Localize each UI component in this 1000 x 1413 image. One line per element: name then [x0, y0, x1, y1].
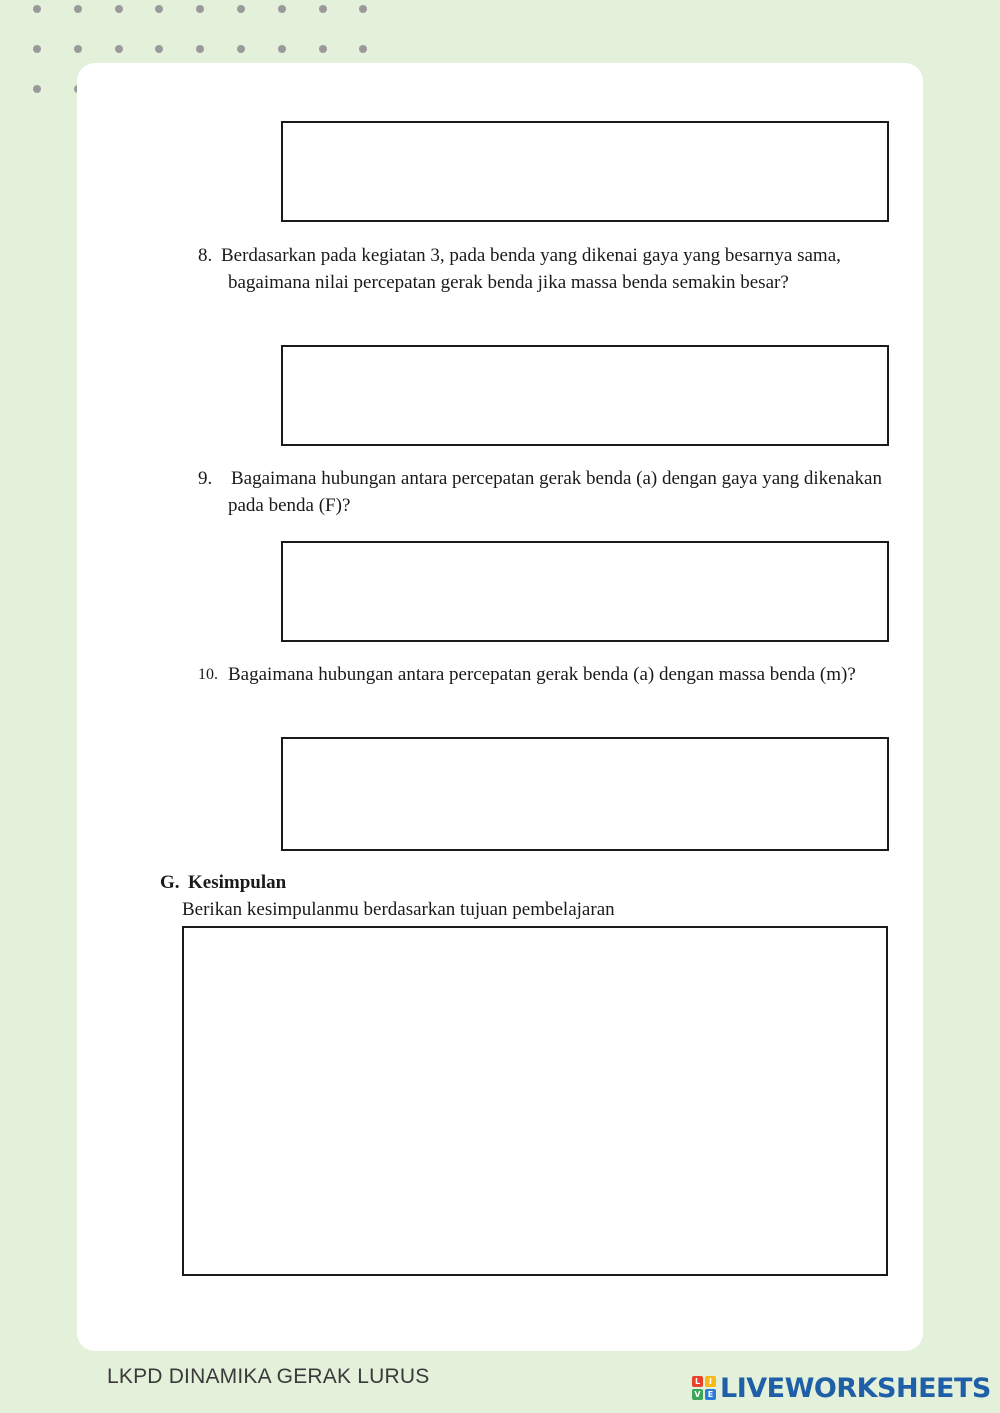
question-number: 10.: [198, 666, 218, 683]
brand-name: LIVEWORKSHEETS: [720, 1372, 991, 1404]
decorative-dot: [33, 5, 41, 13]
question-text: Bagaimana hubungan antara percepatan gerak benda (a) dengan gaya yang dikenakan pada benda (F)?: [228, 468, 882, 516]
decorative-dot: [155, 5, 163, 13]
decorative-dot: [74, 5, 82, 13]
decorative-dot: [359, 45, 367, 53]
answer-box-7[interactable]: [281, 121, 889, 222]
liveworksheets-brand[interactable]: [692, 1370, 991, 1406]
logo-letter-e: E: [705, 1389, 716, 1400]
decorative-dot: [359, 5, 367, 13]
conclusion-answer-box[interactable]: [182, 926, 888, 1276]
decorative-dot: [115, 5, 123, 13]
answer-box-9[interactable]: [281, 541, 889, 642]
logo-letter-v: V: [692, 1389, 703, 1400]
decorative-dot: [33, 85, 41, 93]
question-text: Bagaimana hubungan antara percepatan gerak benda (a) dengan massa benda (m)?: [228, 664, 856, 685]
answer-box-10[interactable]: [281, 737, 889, 851]
decorative-dot: [319, 45, 327, 53]
decorative-dot: [278, 45, 286, 53]
decorative-dot: [237, 5, 245, 13]
section-title: Kesimpulan: [188, 872, 287, 893]
section-letter: G.: [160, 872, 180, 893]
question-8: [198, 242, 888, 296]
logo-letter-l: L: [692, 1376, 703, 1387]
question-10: [198, 661, 888, 688]
decorative-dot: [196, 45, 204, 53]
decorative-dot: [278, 5, 286, 13]
answer-box-8[interactable]: [281, 345, 889, 446]
decorative-dot: [155, 45, 163, 53]
decorative-dot: [196, 5, 204, 13]
section-heading: [160, 872, 286, 894]
decorative-dot: [74, 45, 82, 53]
decorative-dot: [33, 45, 41, 53]
section-description: Berikan kesimpulanmu berdasarkan tujuan pembelajaran: [182, 899, 615, 920]
question-number: 9.: [198, 468, 213, 489]
logo-letter-i: I: [705, 1376, 716, 1387]
question-text: Berdasarkan pada kegiatan 3, pada benda yang dikenai gaya yang besarnya sama, bagaimana nilai percepatan gerak benda jika massa benda semakin besar?: [221, 245, 841, 293]
decorative-dot: [319, 5, 327, 13]
decorative-dot: [115, 45, 123, 53]
footer-title: LKPD DINAMIKA GERAK LURUS: [107, 1365, 430, 1388]
question-9: [198, 465, 888, 519]
decorative-dot: [237, 45, 245, 53]
liveworksheets-logo-icon: [692, 1376, 716, 1400]
question-number: 8.: [198, 245, 213, 266]
